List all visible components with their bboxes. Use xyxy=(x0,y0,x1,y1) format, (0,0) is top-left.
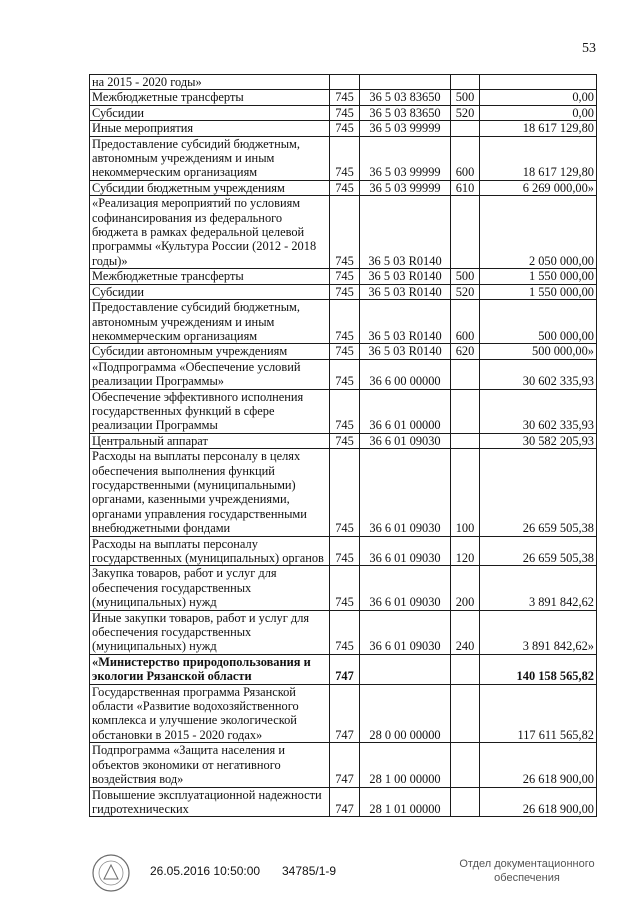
row-code: 745 xyxy=(330,105,360,120)
row-name: Межбюджетные трансферты xyxy=(90,90,330,105)
table-row xyxy=(90,269,597,284)
footer-datetime: 26.05.2016 10:50:00 xyxy=(150,864,261,878)
row-code: 745 xyxy=(330,284,360,299)
row-csr: 36 6 01 09030 xyxy=(360,449,451,536)
budget-table-body xyxy=(90,75,597,817)
table-row xyxy=(90,180,597,195)
row-csr: 28 1 00 00000 xyxy=(360,743,451,787)
row-name: «Подпрограмма «Обеспечение условий реализации Программы» xyxy=(90,359,330,389)
row-vr: 500 xyxy=(451,90,480,105)
row-name: Центральный аппарат xyxy=(90,433,330,448)
row-sum: 26 659 505,38 xyxy=(480,449,597,536)
row-name: Предоставление субсидий бюджетным, автономным учреждениям и иным некоммерческим организациям xyxy=(90,300,330,344)
row-vr: 520 xyxy=(451,284,480,299)
row-name: Государственная программа Рязанской области «Развитие водохозяйственного комплекса и улучшение экологической обстановки в 2015 - 2020 годах» xyxy=(90,684,330,743)
row-vr: 620 xyxy=(451,344,480,359)
row-csr xyxy=(360,654,451,684)
table-row xyxy=(90,654,597,684)
row-vr xyxy=(451,359,480,389)
row-sum xyxy=(480,75,597,90)
row-code: 747 xyxy=(330,684,360,743)
row-vr: 500 xyxy=(451,269,480,284)
row-vr: 610 xyxy=(451,180,480,195)
row-sum: 0,00 xyxy=(480,90,597,105)
row-code: 745 xyxy=(330,566,360,610)
row-vr xyxy=(451,389,480,433)
row-csr xyxy=(360,75,451,90)
row-name: на 2015 - 2020 годы» xyxy=(90,75,330,90)
row-name: Субсидии xyxy=(90,284,330,299)
row-sum: 30 602 335,93 xyxy=(480,359,597,389)
row-sum: 2 050 000,00 xyxy=(480,196,597,269)
row-code: 745 xyxy=(330,359,360,389)
row-vr: 600 xyxy=(451,300,480,344)
row-sum: 6 269 000,00» xyxy=(480,180,597,195)
row-name: Закупка товаров, работ и услуг для обеспечения государственных (муниципальных) нужд xyxy=(90,566,330,610)
row-csr: 36 5 03 83650 xyxy=(360,90,451,105)
table-row xyxy=(90,196,597,269)
row-csr: 36 5 03 99999 xyxy=(360,121,451,136)
row-sum: 26 659 505,38 xyxy=(480,536,597,566)
row-csr: 28 1 01 00000 xyxy=(360,787,451,817)
row-vr xyxy=(451,196,480,269)
row-code: 745 xyxy=(330,433,360,448)
row-sum: 30 582 205,93 xyxy=(480,433,597,448)
row-sum: 500 000,00» xyxy=(480,344,597,359)
row-vr: 600 xyxy=(451,136,480,180)
row-sum: 18 617 129,80 xyxy=(480,121,597,136)
row-sum: 30 602 335,93 xyxy=(480,389,597,433)
row-vr xyxy=(451,433,480,448)
table-row xyxy=(90,787,597,817)
row-sum: 1 550 000,00 xyxy=(480,284,597,299)
table-row xyxy=(90,610,597,654)
row-name: Расходы на выплаты персоналу государственных (муниципальных) органов xyxy=(90,536,330,566)
row-code: 745 xyxy=(330,196,360,269)
row-sum: 140 158 565,82 xyxy=(480,654,597,684)
row-sum: 3 891 842,62» xyxy=(480,610,597,654)
row-csr: 36 5 03 83650 xyxy=(360,105,451,120)
table-row xyxy=(90,300,597,344)
row-code: 747 xyxy=(330,787,360,817)
row-csr: 36 5 03 99999 xyxy=(360,136,451,180)
row-code: 745 xyxy=(330,344,360,359)
row-csr: 36 6 01 09030 xyxy=(360,433,451,448)
row-csr: 28 0 00 00000 xyxy=(360,684,451,743)
footer-doc-number: 34785/1-9 xyxy=(282,864,337,878)
row-sum: 18 617 129,80 xyxy=(480,136,597,180)
row-sum: 26 618 900,00 xyxy=(480,787,597,817)
row-code: 745 xyxy=(330,536,360,566)
table-row xyxy=(90,566,597,610)
row-name: Межбюджетные трансферты xyxy=(90,269,330,284)
table-row xyxy=(90,90,597,105)
row-name: Повышение эксплуатационной надежности гидротехнических xyxy=(90,787,330,817)
footer-office-stamp: Отдел документационного обеспечения xyxy=(459,858,595,884)
table-row xyxy=(90,105,597,120)
row-csr: 36 5 03 R0140 xyxy=(360,344,451,359)
row-name: Иные закупки товаров, работ и услуг для обеспечения государственных (муниципальных) нужд xyxy=(90,610,330,654)
row-csr: 36 6 00 00000 xyxy=(360,359,451,389)
row-sum: 500 000,00 xyxy=(480,300,597,344)
row-name: Субсидии автономным учреждениям xyxy=(90,344,330,359)
row-code: 745 xyxy=(330,300,360,344)
row-csr: 36 6 01 00000 xyxy=(360,389,451,433)
row-name: «Реализация мероприятий по условиям софинансирования из федерального бюджета в рамках федеральной целевой программы «Культура России (2012 - 2018 годы)» xyxy=(90,196,330,269)
row-vr xyxy=(451,654,480,684)
table-row xyxy=(90,121,597,136)
seal-icon xyxy=(91,853,131,893)
table-row xyxy=(90,536,597,566)
row-name: Обеспечение эффективного исполнения государственных функций в сфере реализации Программы xyxy=(90,389,330,433)
row-csr: 36 6 01 09030 xyxy=(360,610,451,654)
page-number: 53 xyxy=(582,41,596,56)
row-vr: 120 xyxy=(451,536,480,566)
row-vr xyxy=(451,121,480,136)
row-name: Расходы на выплаты персоналу в целях обеспечения выполнения функций государственными (муниципальными) органами, казенными учреждениями, органами управления государственными внебюджетными фондами xyxy=(90,449,330,536)
row-csr: 36 5 03 R0140 xyxy=(360,196,451,269)
row-code: 745 xyxy=(330,389,360,433)
row-code: 745 xyxy=(330,449,360,536)
row-sum: 26 618 900,00 xyxy=(480,743,597,787)
row-code: 745 xyxy=(330,90,360,105)
table-row xyxy=(90,136,597,180)
table-row xyxy=(90,75,597,90)
row-csr: 36 6 01 09030 xyxy=(360,566,451,610)
row-code: 745 xyxy=(330,610,360,654)
row-name: Предоставление субсидий бюджетным, автономным учреждениям и иным некоммерческим организациям xyxy=(90,136,330,180)
row-csr: 36 5 03 R0140 xyxy=(360,284,451,299)
row-vr xyxy=(451,75,480,90)
row-vr xyxy=(451,743,480,787)
row-code: 747 xyxy=(330,743,360,787)
row-sum: 0,00 xyxy=(480,105,597,120)
row-sum: 1 550 000,00 xyxy=(480,269,597,284)
row-code xyxy=(330,75,360,90)
table-row xyxy=(90,433,597,448)
row-name: Иные мероприятия xyxy=(90,121,330,136)
row-sum: 117 611 565,82 xyxy=(480,684,597,743)
row-sum: 3 891 842,62 xyxy=(480,566,597,610)
row-vr: 200 xyxy=(451,566,480,610)
row-vr: 100 xyxy=(451,449,480,536)
row-name: Субсидии xyxy=(90,105,330,120)
row-name: «Министерство природопользования и экологии Рязанской области xyxy=(90,654,330,684)
table-row xyxy=(90,743,597,787)
row-vr xyxy=(451,684,480,743)
row-csr: 36 5 03 99999 xyxy=(360,180,451,195)
row-code: 745 xyxy=(330,121,360,136)
row-vr xyxy=(451,787,480,817)
row-name: Субсидии бюджетным учреждениям xyxy=(90,180,330,195)
row-vr: 520 xyxy=(451,105,480,120)
table-row xyxy=(90,449,597,536)
row-code: 745 xyxy=(330,269,360,284)
table-row xyxy=(90,344,597,359)
row-csr: 36 5 03 R0140 xyxy=(360,269,451,284)
row-code: 745 xyxy=(330,136,360,180)
row-csr: 36 6 01 09030 xyxy=(360,536,451,566)
row-csr: 36 5 03 R0140 xyxy=(360,300,451,344)
row-code: 747 xyxy=(330,654,360,684)
row-name: Подпрограмма «Защита населения и объектов экономики от негативного воздействия вод» xyxy=(90,743,330,787)
table-row xyxy=(90,684,597,743)
table-row xyxy=(90,284,597,299)
row-vr: 240 xyxy=(451,610,480,654)
table-row xyxy=(90,389,597,433)
table-row xyxy=(90,359,597,389)
budget-table xyxy=(89,74,597,817)
row-code: 745 xyxy=(330,180,360,195)
